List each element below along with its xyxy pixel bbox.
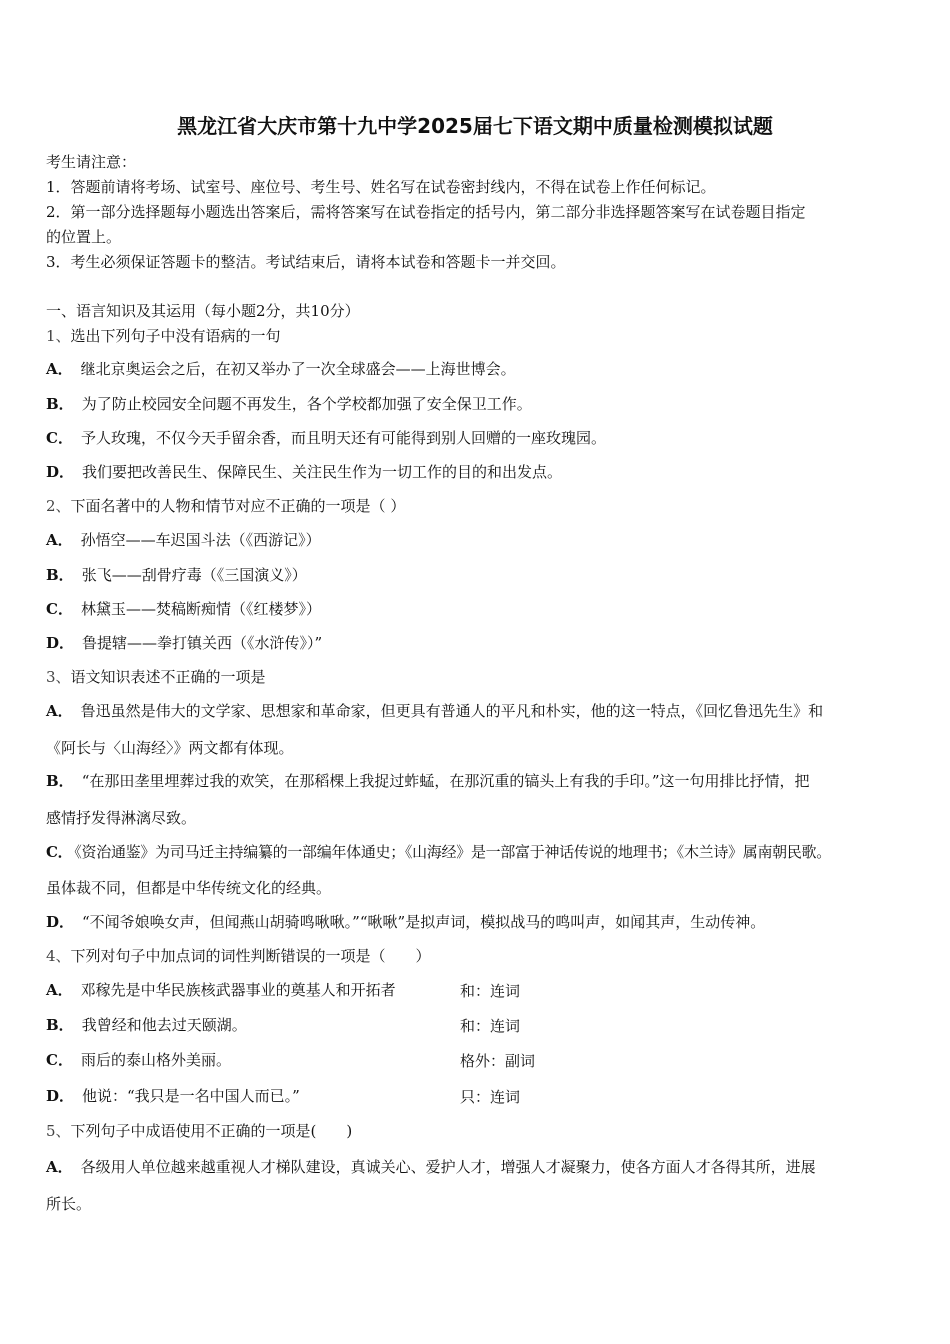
- question-5-stem: [46, 1121, 352, 1141]
- option-label: C．: [46, 429, 73, 447]
- question-2-stem: [46, 496, 405, 516]
- option-label: A．: [46, 531, 73, 549]
- option-label: D．: [46, 463, 75, 481]
- notice-item: 2．第一部分选择题每小题选出答案后，需将答案写在试卷指定的括号内，第二部分非选择题答案写在试卷题目指定: [46, 203, 806, 221]
- option-text: 鲁提辖——拳打镇关西（《水浒传》）”: [82, 634, 323, 652]
- question-1-option-a: [46, 359, 516, 379]
- question-text: 下列对句子中加点词的词性判断错误的一项是（ ）: [70, 947, 431, 965]
- question-5-option-a-cont: 所长。: [46, 1195, 92, 1213]
- question-number: 3、: [46, 668, 71, 686]
- option-text: 继北京奥运会之后，在初又举办了一次全球盛会——上海世博会。: [80, 360, 516, 378]
- question-number: 2、: [46, 497, 71, 515]
- page-title: 黑龙江省大庆市第十九中学2025届七下语文期中质量检测模拟试题: [177, 114, 773, 138]
- question-4-option-d: [46, 1086, 300, 1106]
- option-text: 雨后的泰山格外美丽。: [80, 1051, 231, 1069]
- question-text: 下列句子中成语使用不正确的一项是( ): [70, 1122, 353, 1140]
- question-number: 4、: [46, 947, 71, 965]
- option-text: 我曾经和他去过天颐湖。: [81, 1016, 247, 1034]
- option-text: 各级用人单位越来越重视人才梯队建设，真诚关心、爱护人才，增强人才凝聚力，使各方面人才各得其所，进展: [80, 1158, 816, 1176]
- option-text: “在那田垄里埋葬过我的欢笑，在那稻棵上我捉过蚱蜢，在那沉重的镐头上有我的手印。”这一句用排比抒情，把: [81, 772, 810, 790]
- option-label: B．: [46, 1016, 74, 1034]
- question-5-option-a: [46, 1157, 816, 1177]
- question-4-option-a: [46, 980, 396, 1000]
- option-label: C．: [46, 1051, 73, 1069]
- question-3-option-a-cont: 《阿长与〈山海经〉》两文都有体现。: [46, 739, 294, 757]
- notice-item: 的位置上。: [46, 228, 122, 246]
- question-text: 选出下列句子中没有语病的一句: [70, 327, 281, 345]
- option-text: “不闻爷娘唤女声，但闻燕山胡骑鸣啾啾。”“啾啾”是拟声词，模拟战马的鸣叫声，如闻其声，生动传神。: [82, 913, 766, 931]
- option-label: B．: [46, 395, 74, 413]
- option-text: 鲁迅虽然是伟大的文学家、思想家和革命家，但更具有普通人的平凡和朴实，他的这一特点，《回忆鲁迅先生》和: [80, 702, 824, 720]
- question-4-option-b: [46, 1015, 247, 1035]
- question-2-option-c: [46, 599, 321, 619]
- notice-item: 3．考生必须保证答题卡的整洁。考试结束后，请将本试卷和答题卡一并交回。: [46, 253, 566, 271]
- option-label: A．: [46, 981, 73, 999]
- notice-item: 1．答题前请将考场、试室号、座位号、考生号、姓名写在试卷密封线内，不得在试卷上作任何标记。: [46, 178, 716, 196]
- question-3-option-a: [46, 701, 823, 721]
- question-3-option-c: [46, 842, 831, 862]
- section-heading: 一、语言知识及其运用（每小题2分，共10分）: [46, 302, 360, 320]
- option-label: D．: [46, 634, 75, 652]
- option-answer-tag: 只：连词: [460, 1088, 521, 1106]
- option-label: A．: [46, 1158, 73, 1176]
- question-1-option-c: [46, 428, 606, 448]
- question-3-option-d: [46, 912, 765, 932]
- question-number: 1、: [46, 327, 71, 345]
- option-label: A．: [46, 702, 73, 720]
- option-label: B．: [46, 566, 74, 584]
- option-label: C．: [46, 600, 73, 618]
- option-label: B．: [46, 772, 74, 790]
- option-text: 邓稼先是中华民族核武器事业的奠基人和开拓者: [80, 981, 396, 999]
- question-1-option-d: [46, 462, 562, 482]
- question-text: 语文知识表述不正确的一项是: [70, 668, 266, 686]
- question-2-option-d: [46, 633, 322, 653]
- option-answer-tag: 格外：副词: [460, 1052, 536, 1070]
- notice-heading: 考生请注意：: [46, 153, 137, 171]
- question-3-option-b-cont: 感情抒发得淋漓尽致。: [46, 809, 197, 827]
- option-text: 为了防止校园安全问题不再发生，各个学校都加强了安全保卫工作。: [81, 395, 532, 413]
- question-2-option-a: [46, 530, 321, 550]
- option-text: 他说：“我只是一名中国人而已。”: [82, 1087, 300, 1105]
- option-label: C．: [46, 843, 73, 861]
- option-label: D．: [46, 1087, 75, 1105]
- option-text: 《资治通鉴》为司马迁主持编纂的一部编年体通史；《山海经》是一部富于神话传说的地理书；《木兰诗》属南朝民歌。: [74, 843, 831, 861]
- question-3-option-b: [46, 771, 810, 791]
- option-text: 林黛玉——焚稿断痴情（《红楼梦》）: [80, 600, 321, 618]
- option-label: A．: [46, 360, 73, 378]
- question-3-option-c-cont: 虽体裁不同，但都是中华传统文化的经典。: [46, 879, 332, 897]
- question-4-stem: [46, 946, 431, 966]
- option-label: D．: [46, 913, 75, 931]
- question-1-option-b: [46, 394, 532, 414]
- option-answer-tag: 和：连词: [460, 982, 521, 1000]
- option-answer-tag: 和：连词: [460, 1017, 521, 1035]
- question-4-option-c: [46, 1050, 231, 1070]
- question-3-stem: [46, 667, 266, 687]
- question-2-option-b: [46, 565, 307, 585]
- option-text: 我们要把改善民生、保障民生、关注民生作为一切工作的目的和出发点。: [82, 463, 563, 481]
- question-number: 5、: [46, 1122, 71, 1140]
- question-text: 下面名著中的人物和情节对应不正确的一项是（ ）: [70, 497, 406, 515]
- option-text: 张飞——刮骨疗毒（《三国演义》）: [81, 566, 307, 584]
- option-text: 孙悟空——车迟国斗法（《西游记》）: [80, 531, 321, 549]
- option-text: 予人玫瑰，不仅今天手留余香，而且明天还有可能得到别人回赠的一座玫瑰园。: [80, 429, 606, 447]
- question-1-stem: [46, 326, 281, 346]
